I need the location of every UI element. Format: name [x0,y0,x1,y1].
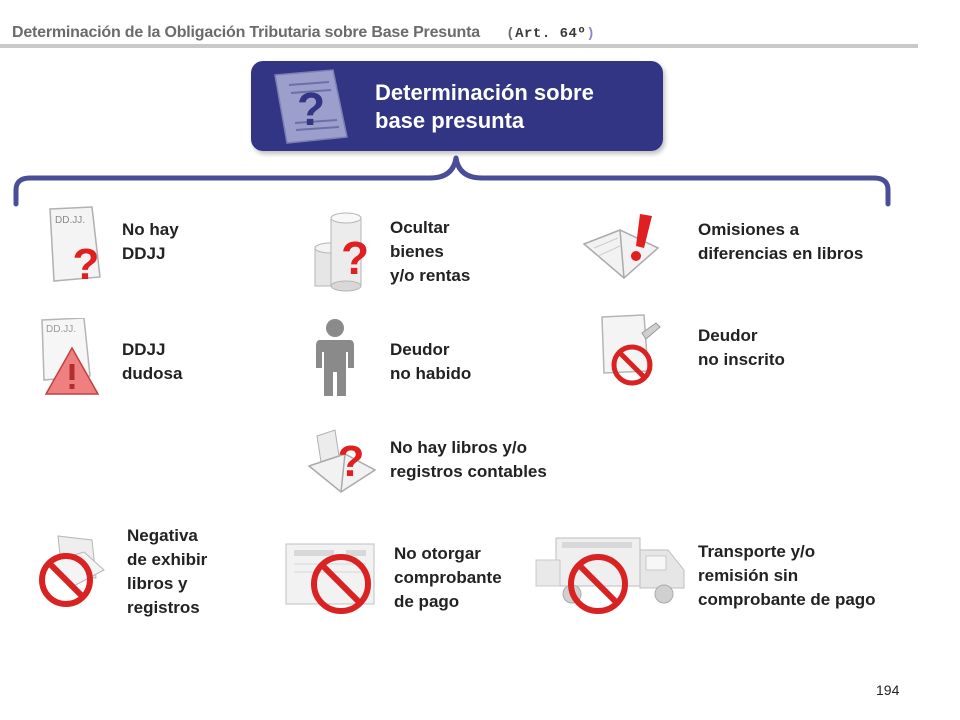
cause-doubtful-ddjj [38,318,108,398]
cause-label: Ocultar bienes y/o rentas [390,218,471,285]
books-question-icon [305,426,385,496]
article-text: Art. 64º [515,26,587,42]
ddjj-question-icon [40,205,120,285]
article-reference [506,26,595,42]
cause-label: No hay DDJJ [122,220,179,263]
title-underline [0,44,918,48]
cause-label: Omisiones a diferencias en libros [698,220,864,263]
svg-text:?: ? [340,232,370,284]
slide-title-text: Determinación de la Obligación Tributaria sobre Base Presunta [12,24,480,41]
cause-not-found-debtor [312,316,358,398]
ddjj-warning-icon [38,318,108,398]
cylinders-question-icon [305,208,385,292]
svg-text:?: ? [337,437,365,486]
question-document-icon [267,67,357,147]
cause-label: DDJJ dudosa [122,340,183,383]
book-exclamation-icon [580,208,670,283]
page-number: 194 [876,682,900,698]
ddjj-tag: DD.JJ. [55,215,85,226]
ddjj-tag: DD.JJ. [46,324,76,335]
cause-label: Deudor no inscrito [698,326,785,369]
books-prohibited-icon [32,532,112,612]
person-icon [312,316,358,398]
cause-label: Deudor no habido [390,340,472,383]
cause-label: Negativa de exhibir libros y registros [127,526,208,617]
cause-unregistered-debtor [596,313,666,393]
cause-omissions [580,208,670,283]
grouping-brace [10,150,900,210]
cause-no-ddjj [40,205,120,285]
cause-refuse-show-books [32,532,112,612]
main-concept-box [251,61,663,151]
slide-title [12,24,595,42]
article-open-paren: ( [506,26,516,42]
svg-text:?: ? [296,83,326,135]
main-concept-title: Determinación sobre base presunta [375,80,594,133]
cause-no-receipt [280,540,380,620]
cause-label: Transporte y/o remisión sin comprobante de pago [698,542,876,609]
receipt-prohibited-icon [280,540,380,620]
article-close-paren: ) [586,26,596,42]
cause-hide-assets [305,208,385,292]
svg-text:?: ? [72,240,100,285]
cause-label: No hay libros y/o registros contables [390,438,547,481]
truck-prohibited-icon [532,530,696,620]
document-prohibited-icon [596,313,666,393]
cause-label: No otorgar comprobante de pago [394,544,502,611]
cause-transport-no-receipt [532,530,696,620]
cause-no-books [305,426,385,496]
